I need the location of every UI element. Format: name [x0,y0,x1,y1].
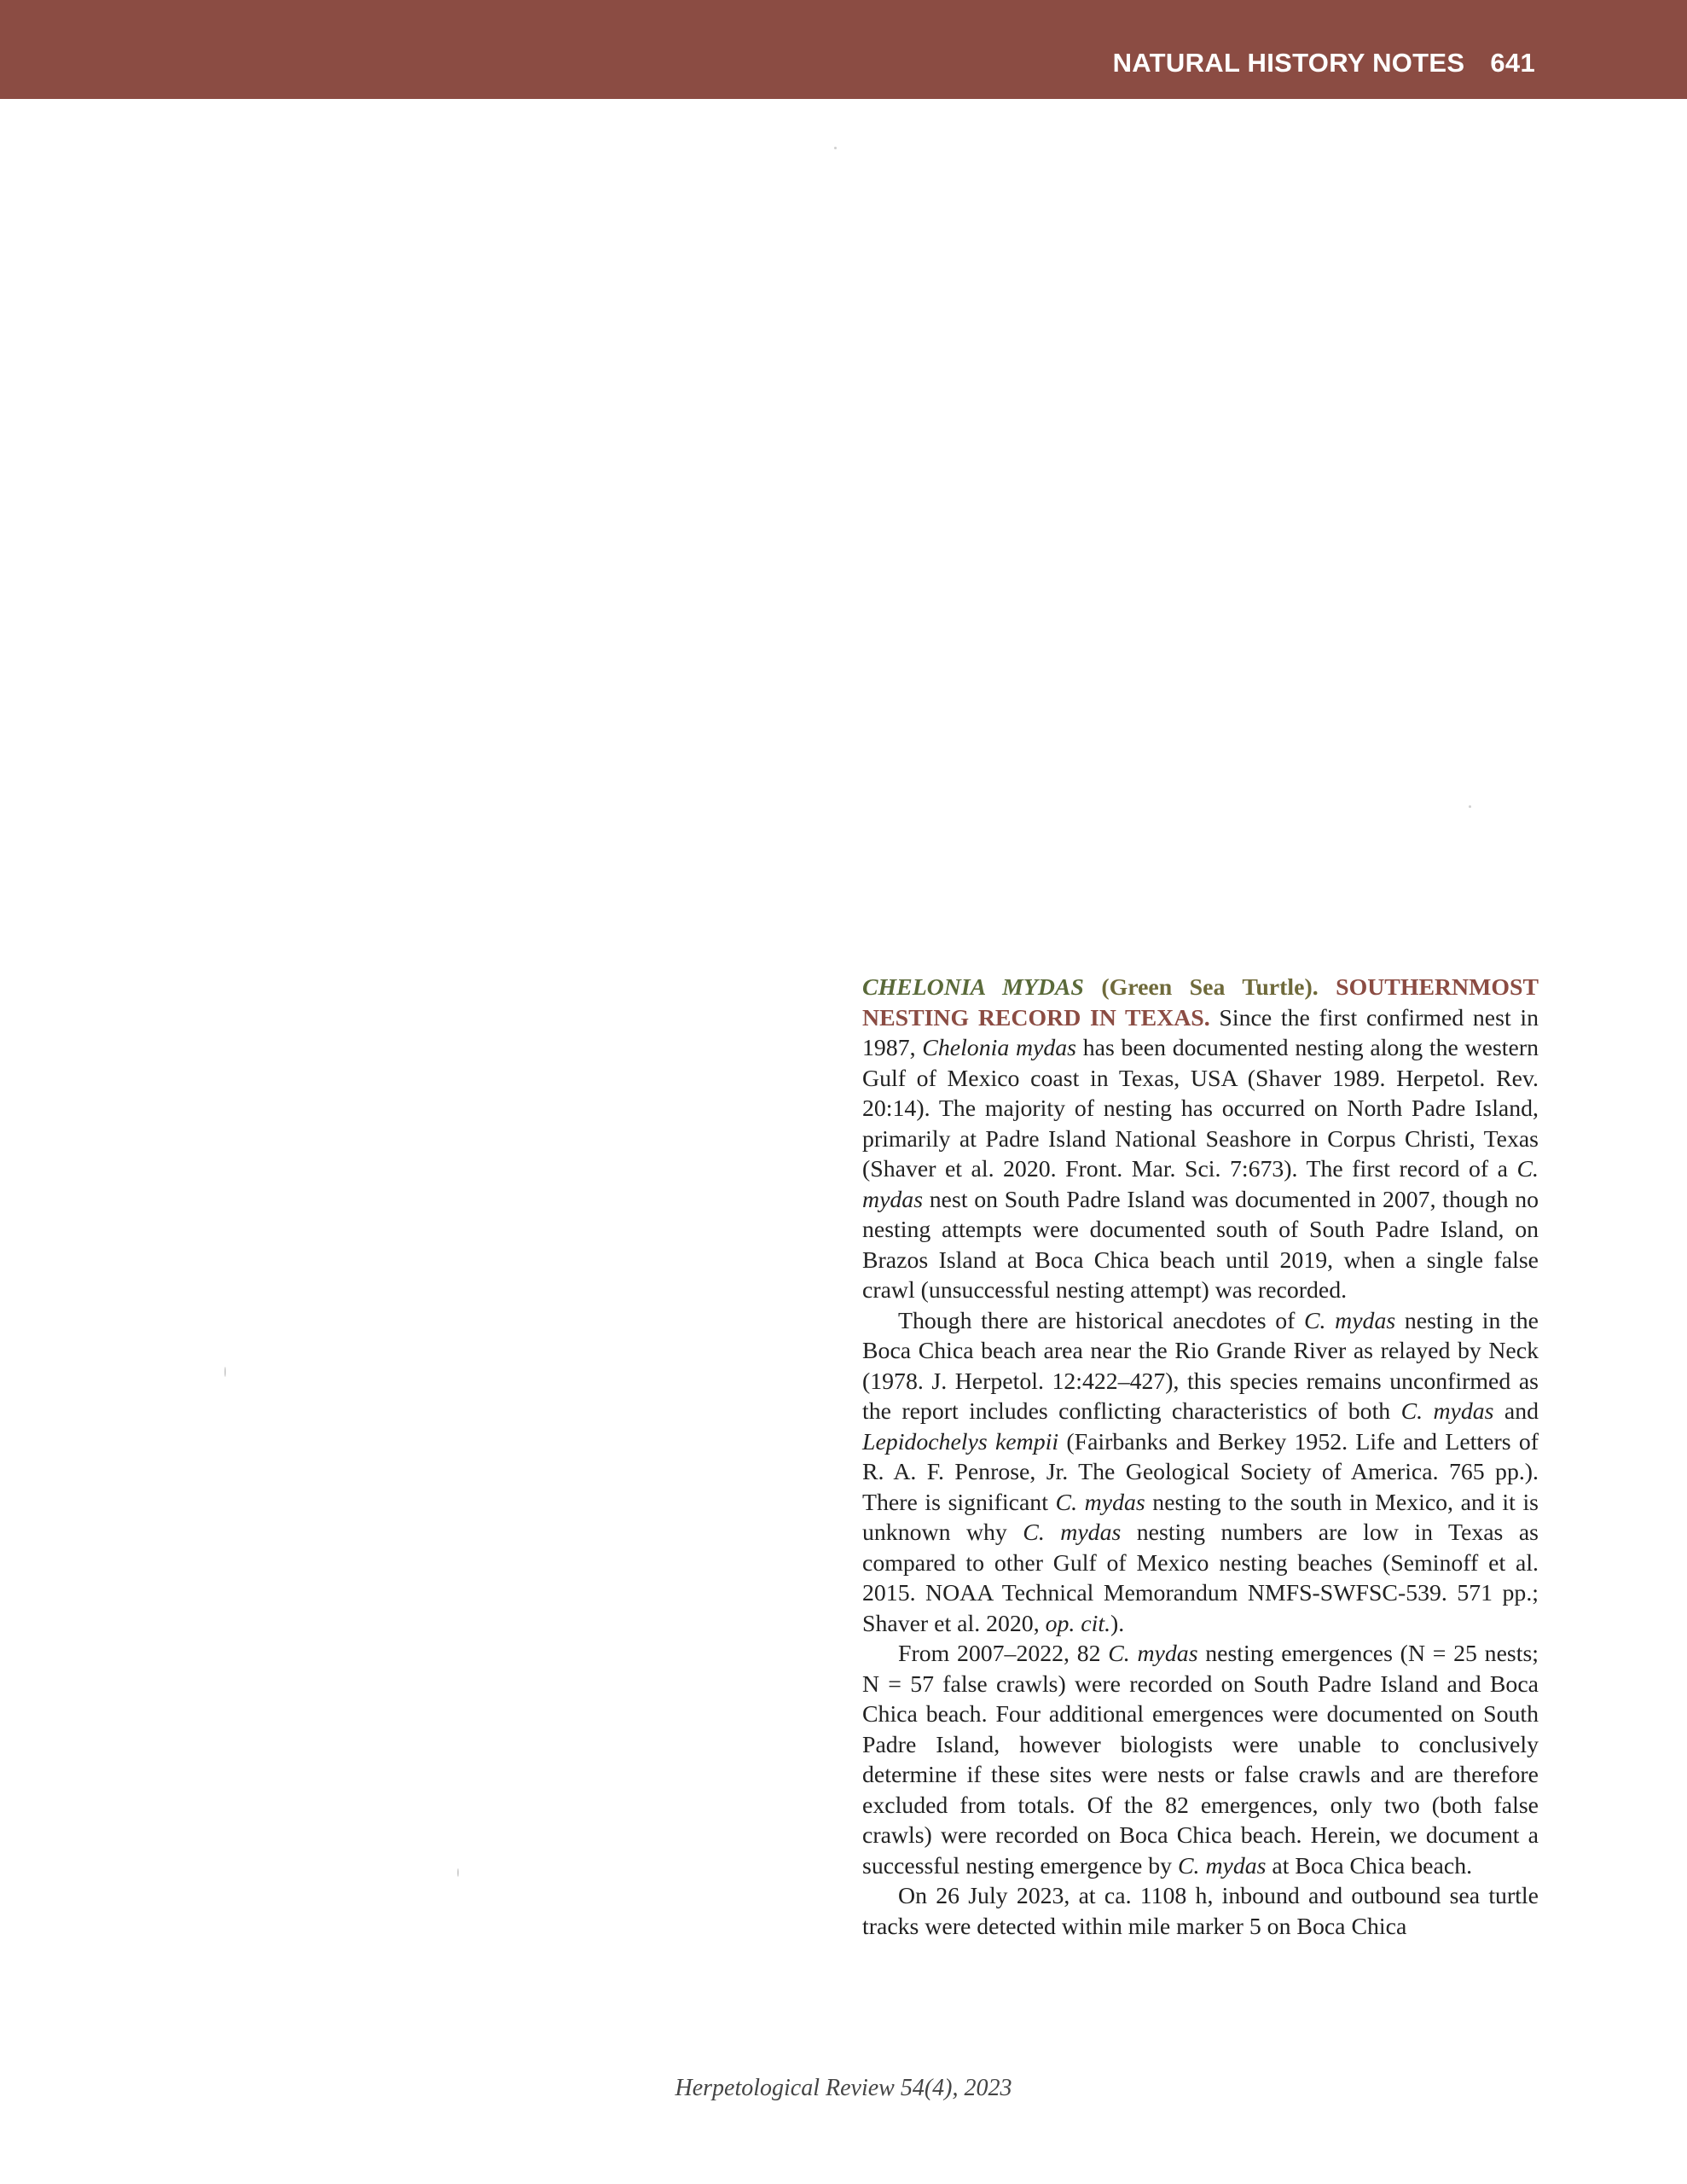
text-run: ). [1110,1610,1125,1637]
text-run: On 26 July 2023, at ca. 1108 h, inbound and outbound sea turtle tracks were detected within mile marker 5 on Boca Chica [862,1883,1539,1940]
text-run: From 2007–2022, 82 [898,1641,1109,1667]
text-run: at Boca Chica beach. [1266,1852,1473,1879]
species-common-name: (Green Sea Turtle). [1101,974,1319,1001]
species-name: C. mydas [1055,1489,1145,1516]
text-run: Though there are historical anecdotes of [898,1307,1305,1334]
article-body [862,973,1539,1942]
paragraph [862,1639,1539,1881]
species-name: C. mydas [1304,1307,1396,1334]
species-scientific-name: CHELONIA MYDAS [862,974,1084,1001]
running-header [1113,48,1535,78]
section-title: NATURAL HISTORY NOTES [1112,48,1465,78]
species-name: C. mydas [1178,1852,1267,1879]
text-run: nest on South Padre Island was documented in 2007, though no nesting attempts were documented south of South Padre Island, on Brazos Island at Boca Chica beach until 2019, when a single false crawl (unsuccessful nesting attempt) was recorded. [862,1186,1539,1304]
scan-speck [834,147,837,149]
scan-speck [224,1367,226,1377]
species-name: C. mydas [862,1156,1539,1213]
text-run: Since the first confirmed nest in 1987, [862,1004,1539,1061]
species-name: Lepidochelys kempii [862,1428,1059,1455]
species-name: C. mydas [1400,1398,1494,1425]
note-topic: SOUTHERNMOST NESTING RECORD IN TEXAS. [862,974,1539,1031]
text-run: nesting to the south in Mexico, and it is unknown why [862,1489,1539,1546]
species-name: C. mydas [1108,1641,1198,1667]
text-run: nesting emergences (N = 25 nests; N = 57 false crawls) were recorded on South Padre Island and Boca Chica beach. Four additional emergences were documented on South Padre Island, however biologists were unable to conclusively determine if these sites were nests or false crawls and are therefore excluded from totals. Of the 82 emergences, only two (both false crawls) were recorded on Boca Chica beach. Herein, we document a successful nesting emergence by [862,1641,1539,1879]
paragraph [862,1306,1539,1640]
text-run: nesting numbers are low in Texas as compared to other Gulf of Mexico nesting beaches (Seminoff et al. 2015. NOAA Technical Memorandum NMFS-SWFSC-539. 571 pp.; Shaver et al. 2020, [862,1519,1539,1637]
text-run: (Fairbanks and Berkey 1952. Life and Letters of R. A. F. Penrose, Jr. The Geological Society of America. 765 pp.). There is significant [862,1428,1539,1516]
paragraph [862,1881,1539,1942]
species-name: C. mydas [1023,1519,1122,1546]
scan-speck [1469,805,1471,808]
species-heading [862,974,1319,1001]
page-number: 641 [1490,48,1535,78]
paragraph [862,973,1539,1306]
journal-footer: Herpetological Review 54(4), 2023 [675,2075,1012,2101]
text-run: nesting in the Boca Chica beach area near the Rio Grande River as relayed by Neck (1978. J. Herpetol. 12:422–427), this species remains unconfirmed as the report includes conflicting characteristics of both [862,1307,1539,1425]
text-run: and [1493,1398,1539,1425]
species-name: Chelonia mydas [922,1035,1076,1061]
latin-abbreviation: op. cit. [1045,1610,1111,1637]
text-run: has been documented nesting along the western Gulf of Mexico coast in Texas, USA (Shaver 1989. Herpetol. Rev. 20:14). The majority of nesting has occurred on North Padre Island, primarily at Padre Island National Seashore in Corpus Christi, Texas (Shaver et al. 2020. Front. Mar. Sci. 7:673). The first record of a [862,1035,1539,1182]
scan-speck [457,1868,459,1877]
